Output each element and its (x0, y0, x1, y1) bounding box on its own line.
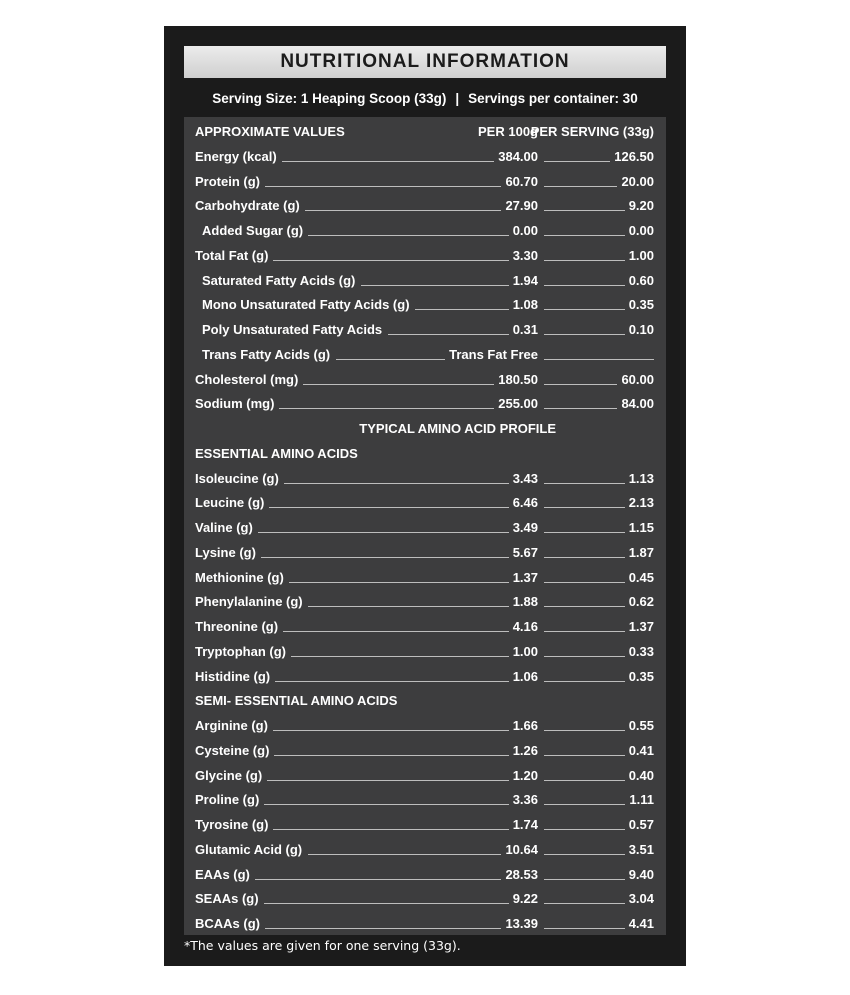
table-row (184, 170, 666, 195)
value-per-serving: 1.13 (628, 470, 654, 486)
nutrition-rows (184, 120, 666, 937)
value-per-serving: 20.00 (621, 173, 654, 189)
value-per-100g: 1.74 (512, 817, 538, 832)
table-row (184, 714, 666, 739)
nutrient-name: Mono Unsaturated Fatty Acids (g) (202, 297, 410, 313)
value-per-100g: 3.36 (512, 792, 538, 808)
essential-section-title (184, 442, 666, 467)
value-per-100g: Trans Fat Free (449, 346, 538, 362)
leader-line (544, 210, 625, 211)
table-row (184, 541, 666, 566)
table-row (184, 764, 666, 789)
nutrition-table (184, 117, 666, 935)
leader-line (544, 755, 625, 756)
table-row (184, 194, 666, 219)
nutrient-name: Proline (g) (195, 792, 260, 808)
table-row (184, 516, 666, 541)
semi-essential-section-title (184, 689, 666, 714)
nutrient-name: Arginine (g) (195, 718, 268, 733)
leader-line (265, 928, 501, 929)
table-row (184, 788, 666, 813)
value-per-100g: 1.88 (512, 594, 538, 610)
leader-line (336, 359, 446, 360)
leader-line (264, 903, 509, 904)
leader-line (267, 780, 509, 781)
nutrient-name: Tryptophan (g) (195, 643, 286, 659)
value-per-serving: 9.40 (628, 866, 654, 882)
value-per-100g: 3.43 (512, 470, 538, 486)
nutrient-name: Valine (g) (195, 520, 253, 535)
value-per-serving: 1.15 (628, 520, 654, 535)
table-row (184, 838, 666, 863)
value-per-100g: 4.16 (512, 619, 538, 634)
nutrient-name: Leucine (g) (195, 495, 265, 511)
table-row (184, 491, 666, 516)
title-bar (184, 46, 666, 78)
value-per-serving: 126.50 (614, 148, 654, 164)
leader-line (265, 186, 501, 187)
leader-line (544, 606, 625, 607)
nutrient-name: SEAAs (g) (195, 891, 259, 907)
value-per-serving: 84.00 (621, 396, 654, 412)
value-per-serving: 0.00 (628, 223, 654, 238)
value-per-100g: 3.30 (512, 247, 538, 263)
nutrient-name: Histidine (g) (195, 668, 271, 684)
nutrient-name: Cysteine (g) (195, 742, 270, 758)
table-row (184, 566, 666, 591)
value-per-serving: 3.04 (628, 891, 654, 907)
leader-line (544, 507, 625, 508)
value-per-100g: 0.00 (512, 223, 538, 238)
leader-line (544, 260, 625, 261)
leader-line (544, 557, 625, 558)
table-row (184, 368, 666, 393)
leader-line (273, 260, 508, 261)
value-per-100g: 1.37 (512, 569, 538, 585)
serving-separator: | (455, 90, 460, 106)
value-per-100g: 180.50 (498, 371, 538, 387)
value-per-serving: 0.40 (628, 767, 654, 783)
leader-line (544, 309, 625, 310)
leader-line (361, 285, 509, 286)
value-per-serving: 0.10 (628, 322, 654, 337)
nutrient-name: Isoleucine (g) (195, 470, 279, 486)
table-row (184, 293, 666, 318)
leader-line (544, 384, 617, 385)
table-row (184, 640, 666, 665)
value-per-serving: 0.62 (628, 594, 654, 610)
leader-line (303, 384, 494, 385)
value-per-100g: 1.20 (512, 767, 538, 783)
table-row (184, 145, 666, 170)
leader-line (273, 829, 508, 830)
value-per-100g: 60.70 (505, 173, 538, 189)
leader-line (544, 235, 625, 236)
table-row (184, 244, 666, 269)
table-row (184, 615, 666, 640)
leader-line (544, 631, 625, 632)
leader-line (282, 161, 495, 162)
value-per-100g: 5.67 (512, 544, 538, 560)
nutrient-name: Poly Unsaturated Fatty Acids (202, 322, 383, 337)
serving-size: Serving Size: 1 Heaping Scoop (33g) (212, 90, 447, 106)
nutrient-name: Trans Fatty Acids (g) (202, 346, 331, 362)
leader-line (305, 210, 502, 211)
leader-line (283, 631, 509, 632)
table-row (184, 318, 666, 343)
label-title: NUTRITIONAL INFORMATION (280, 51, 570, 72)
nutrient-name: Cholesterol (mg) (195, 371, 299, 387)
table-row (184, 912, 666, 937)
value-per-serving: 1.00 (628, 247, 654, 263)
amino-profile-title-text: TYPICAL AMINO ACID PROFILE (359, 421, 556, 436)
value-per-serving: 0.55 (628, 718, 654, 733)
leader-line (264, 804, 508, 805)
leader-line (544, 903, 625, 904)
leader-line (544, 854, 625, 855)
value-per-100g: 384.00 (498, 148, 538, 164)
table-row (184, 887, 666, 912)
leader-line (269, 507, 508, 508)
leader-line (544, 928, 625, 929)
value-per-100g: 6.46 (512, 495, 538, 511)
value-per-serving: 0.35 (628, 668, 654, 684)
leader-line (275, 681, 509, 682)
leader-line (544, 285, 625, 286)
value-per-100g: 1.94 (512, 272, 538, 288)
leader-line (279, 408, 494, 409)
nutrient-name: Methionine (g) (195, 569, 284, 585)
value-per-serving: 60.00 (621, 371, 654, 387)
table-row (184, 269, 666, 294)
table-header (184, 120, 666, 145)
value-per-serving: 0.35 (628, 297, 654, 313)
value-per-serving: 0.60 (628, 272, 654, 288)
leader-line (544, 780, 625, 781)
leader-line (388, 334, 509, 335)
leader-line (544, 532, 625, 533)
value-per-serving: 1.87 (628, 544, 654, 560)
leader-line (284, 483, 509, 484)
nutrient-name: Tyrosine (g) (195, 817, 269, 832)
nutrient-name: Threonine (g) (195, 619, 279, 634)
nutrient-name: Added Sugar (g) (202, 223, 304, 238)
table-row (184, 467, 666, 492)
leader-line (544, 829, 625, 830)
nutrient-name: Phenylalanine (g) (195, 594, 303, 610)
leader-line (544, 186, 617, 187)
header-label: APPROXIMATE VALUES (195, 124, 345, 139)
value-per-100g: 1.66 (512, 718, 538, 733)
leader-line (544, 483, 625, 484)
value-per-100g: 3.49 (512, 520, 538, 535)
value-per-serving: 0.41 (628, 742, 654, 758)
table-row (184, 665, 666, 690)
value-per-serving: 1.37 (628, 619, 654, 634)
nutrient-name: Lysine (g) (195, 544, 256, 560)
nutrient-name: Total Fat (g) (195, 247, 269, 263)
nutrient-name: Energy (kcal) (195, 148, 277, 164)
table-row (184, 863, 666, 888)
leader-line (544, 334, 625, 335)
value-per-100g: 0.31 (512, 322, 538, 337)
leader-line (273, 730, 509, 731)
leader-line (544, 804, 625, 805)
amino-profile-title (184, 417, 666, 442)
value-per-serving: 0.33 (628, 643, 654, 659)
value-per-serving: 4.41 (628, 916, 654, 931)
value-per-100g: 1.26 (512, 742, 538, 758)
nutrition-label (164, 26, 686, 966)
header-per-100g: PER 100g (478, 124, 538, 139)
leader-line (291, 656, 509, 657)
leader-line (258, 532, 509, 533)
value-per-100g: 1.00 (512, 643, 538, 659)
table-row (184, 219, 666, 244)
leader-line (544, 359, 654, 360)
leader-line (261, 557, 509, 558)
leader-line (544, 681, 625, 682)
footnote: *The values are given for one serving (33g). (184, 938, 461, 953)
leader-line (255, 879, 502, 880)
leader-line (274, 755, 508, 756)
table-row (184, 813, 666, 838)
value-per-100g: 1.06 (512, 668, 538, 684)
essential-section-title-text: ESSENTIAL AMINO ACIDS (195, 445, 358, 461)
value-per-serving: 1.11 (629, 792, 654, 808)
value-per-100g: 9.22 (512, 891, 538, 907)
table-row (184, 343, 666, 368)
value-per-100g: 13.39 (505, 916, 538, 931)
nutrient-name: BCAAs (g) (195, 916, 260, 931)
table-row (184, 739, 666, 764)
table-row (184, 590, 666, 615)
value-per-100g: 28.53 (505, 866, 538, 882)
nutrient-name: Glycine (g) (195, 767, 263, 783)
value-per-serving: 0.57 (628, 817, 654, 832)
nutrient-name: Sodium (mg) (195, 396, 275, 412)
value-per-100g: 27.90 (505, 198, 538, 214)
leader-line (544, 161, 610, 162)
leader-line (415, 309, 509, 310)
leader-line (289, 582, 509, 583)
nutrient-name: Saturated Fatty Acids (g) (202, 272, 356, 288)
servings-per-container: Servings per container: 30 (468, 90, 638, 106)
nutrient-name: Glutamic Acid (g) (195, 841, 303, 857)
serving-info (164, 86, 686, 110)
leader-line (308, 854, 502, 855)
nutrient-name: EAAs (g) (195, 866, 250, 882)
nutrient-name: Protein (g) (195, 173, 260, 189)
leader-line (544, 879, 625, 880)
value-per-100g: 10.64 (505, 841, 538, 857)
semi-essential-section-title-text: SEMI- ESSENTIAL AMINO ACIDS (195, 693, 398, 709)
leader-line (308, 235, 509, 236)
leader-line (308, 606, 509, 607)
table-row (184, 392, 666, 417)
leader-line (544, 582, 625, 583)
header-per-serving: PER SERVING (33g) (530, 124, 654, 139)
value-per-100g: 255.00 (498, 396, 538, 412)
leader-line (544, 408, 617, 409)
nutrient-name: Carbohydrate (g) (195, 198, 300, 214)
value-per-serving: 3.51 (628, 841, 654, 857)
value-per-serving: 9.20 (628, 198, 654, 214)
value-per-100g: 1.08 (512, 297, 538, 313)
leader-line (544, 730, 625, 731)
leader-line (544, 656, 625, 657)
value-per-serving: 2.13 (628, 495, 654, 511)
value-per-serving: 0.45 (628, 569, 654, 585)
